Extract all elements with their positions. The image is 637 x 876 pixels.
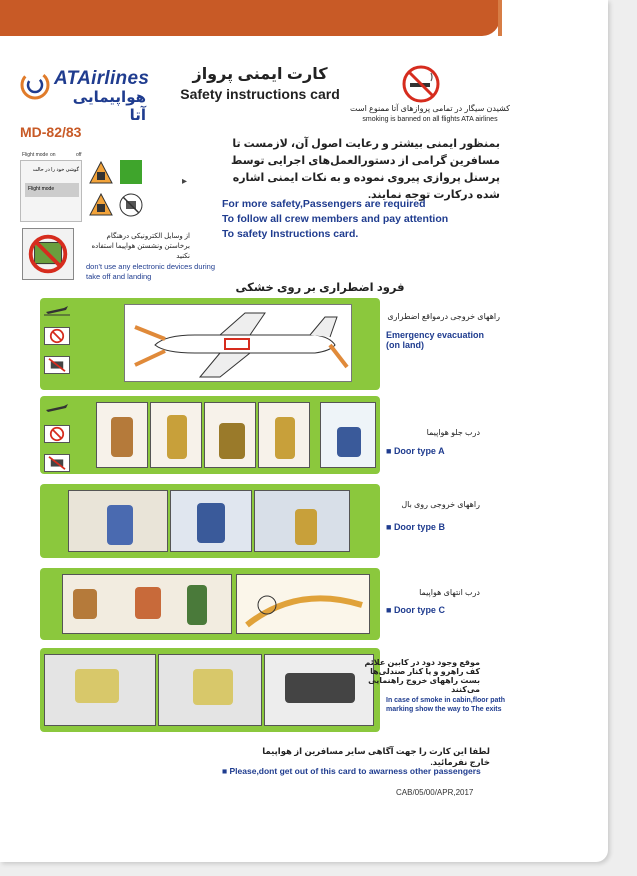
door-c-label-fa: درب انتهای هواپیما bbox=[419, 588, 480, 597]
flight-mode-label: Flight mode bbox=[22, 152, 49, 158]
no-electronics-text: don't use any electronic devices during take off and landing bbox=[86, 262, 216, 281]
warning-triangle-icon bbox=[88, 160, 114, 186]
card-title-fa: کارت ایمنی پرواز bbox=[192, 66, 328, 83]
phone-illustration bbox=[20, 160, 82, 222]
door-c-steps bbox=[62, 574, 232, 634]
off-label: off bbox=[76, 152, 82, 158]
arrow-icon: ▸ bbox=[182, 176, 188, 187]
door-a-text: Door type A bbox=[393, 446, 445, 456]
door-a-step-4 bbox=[258, 402, 310, 468]
top-orange-band bbox=[0, 0, 500, 36]
tail-slide-diagram bbox=[237, 575, 369, 633]
airplane-mode-icon bbox=[120, 160, 142, 184]
smoke-step-2 bbox=[158, 654, 262, 726]
panel-door-a bbox=[40, 396, 380, 474]
door-b-text: Door type B bbox=[393, 522, 445, 532]
evacuation-label: Emergency evacuation (on land) bbox=[386, 330, 485, 350]
intro-text bbox=[222, 197, 482, 242]
no-baggage-icon bbox=[44, 327, 70, 345]
panel-sidebar bbox=[44, 302, 72, 385]
aircraft-exit-diagram bbox=[125, 305, 351, 381]
door-a-step-1 bbox=[96, 402, 148, 468]
door-b-step-3 bbox=[254, 490, 350, 552]
panel-sidebar bbox=[44, 400, 72, 483]
no-heels-icon bbox=[44, 356, 70, 374]
swirl-logo-icon bbox=[18, 68, 52, 102]
door-a-step-3 bbox=[204, 402, 256, 468]
door-c-slide bbox=[236, 574, 370, 634]
footer-note-fa: لطفا این کارت را جهت آگاهی سایر مسافرین از هواپیما خارج نفرمائید. bbox=[262, 746, 490, 767]
smoke-label: In case of smoke in cabin,floor path marking show the way to The exits bbox=[386, 697, 506, 713]
warning-triangle-icon bbox=[88, 192, 114, 218]
no-electronics-icon bbox=[22, 228, 74, 280]
evacuation-diagram bbox=[124, 304, 352, 382]
no-heels-icon bbox=[44, 454, 70, 472]
intro-text-fa: بمنظور ایمنی بیشتر و رعایت اصول آن، لازمست تا مسافرین گرامی از دستورالعمل‌های اجرایی توسط پرسنل پروازی پیروی نموده و به نکات ایمنی اشاره شده درکارت توجه نمایند. bbox=[230, 138, 500, 201]
door-b-step-2 bbox=[170, 490, 252, 552]
plane-landing-icon bbox=[44, 302, 70, 316]
airline-logo bbox=[18, 66, 150, 124]
no-device-icon bbox=[118, 192, 144, 218]
phone-mode-screen: Flight mode bbox=[25, 183, 79, 197]
intro-line-3: To safety Instructions card. bbox=[222, 228, 359, 240]
evacuation-label-fa: راههای خروجی درمواقع اضطراری bbox=[387, 312, 500, 321]
aircraft-model: MD-82/83 bbox=[20, 124, 82, 140]
footer-note-text: Please,dont get out of this card to awarness other passengers bbox=[229, 766, 481, 776]
door-b-label: ■ Door type B bbox=[386, 522, 445, 532]
panel-door-c bbox=[40, 568, 380, 640]
no-smoking-text: smoking is banned on all flights ATA airlines bbox=[362, 116, 498, 123]
document-code: CAB/05/00/APR,2017 bbox=[396, 788, 474, 797]
device-instructions bbox=[20, 160, 148, 222]
no-electronics-text-fa: از وسایل الکترونیکی درهنگام برخاستن ونشستن هواپیما استفاده نکنید bbox=[91, 233, 190, 260]
plane-landing-icon bbox=[44, 400, 70, 414]
card-title: Safety instructions card bbox=[180, 86, 340, 102]
no-smoking-icon bbox=[398, 64, 444, 104]
section-title-fa: فرود اضطراری بر روی خشکی bbox=[235, 282, 405, 294]
door-c-text: Door type C bbox=[393, 605, 445, 615]
door-a-label-fa: درب جلو هواپیما bbox=[426, 428, 480, 437]
device-icons bbox=[86, 160, 148, 222]
smoke-step-1 bbox=[44, 654, 156, 726]
on-label: on bbox=[50, 152, 56, 158]
band-edge bbox=[498, 0, 502, 36]
phone-text-fa: گوشی خود را در حالت bbox=[32, 167, 79, 173]
door-b-step-1 bbox=[68, 490, 168, 552]
panel-smoke bbox=[40, 648, 380, 732]
panel-evacuation bbox=[40, 298, 380, 390]
intro-line-2: To follow all crew members and pay attention bbox=[222, 213, 449, 225]
door-a-label: ■ Door type A bbox=[386, 446, 445, 456]
door-b-label-fa: راههای خروجی روی بال bbox=[401, 500, 480, 509]
door-c-label: ■ Door type C bbox=[386, 605, 445, 615]
smoke-label-fa: موقع وجود دود در کابین علائم کف راهرو و یا کنار صندلی‌ها بست راههای خروج راهنمایی می‌کنند bbox=[364, 658, 480, 694]
intro-line-1: For more safety,Passengers are required bbox=[222, 198, 426, 210]
logo-name: ATAirlines bbox=[54, 68, 150, 89]
panel-door-b bbox=[40, 484, 380, 558]
smoke-seats bbox=[264, 654, 374, 726]
no-smoking-text-fa: کشیدن سیگار در تمامی پروازهای آتا ممنوع است bbox=[350, 104, 510, 113]
footer-note: ■ Please,dont get out of this card to awarness other passengers bbox=[222, 766, 481, 776]
logo-name-fa: هواپیمایی آتا bbox=[72, 89, 146, 124]
no-baggage-icon bbox=[44, 425, 70, 443]
door-a-step-2 bbox=[150, 402, 202, 468]
